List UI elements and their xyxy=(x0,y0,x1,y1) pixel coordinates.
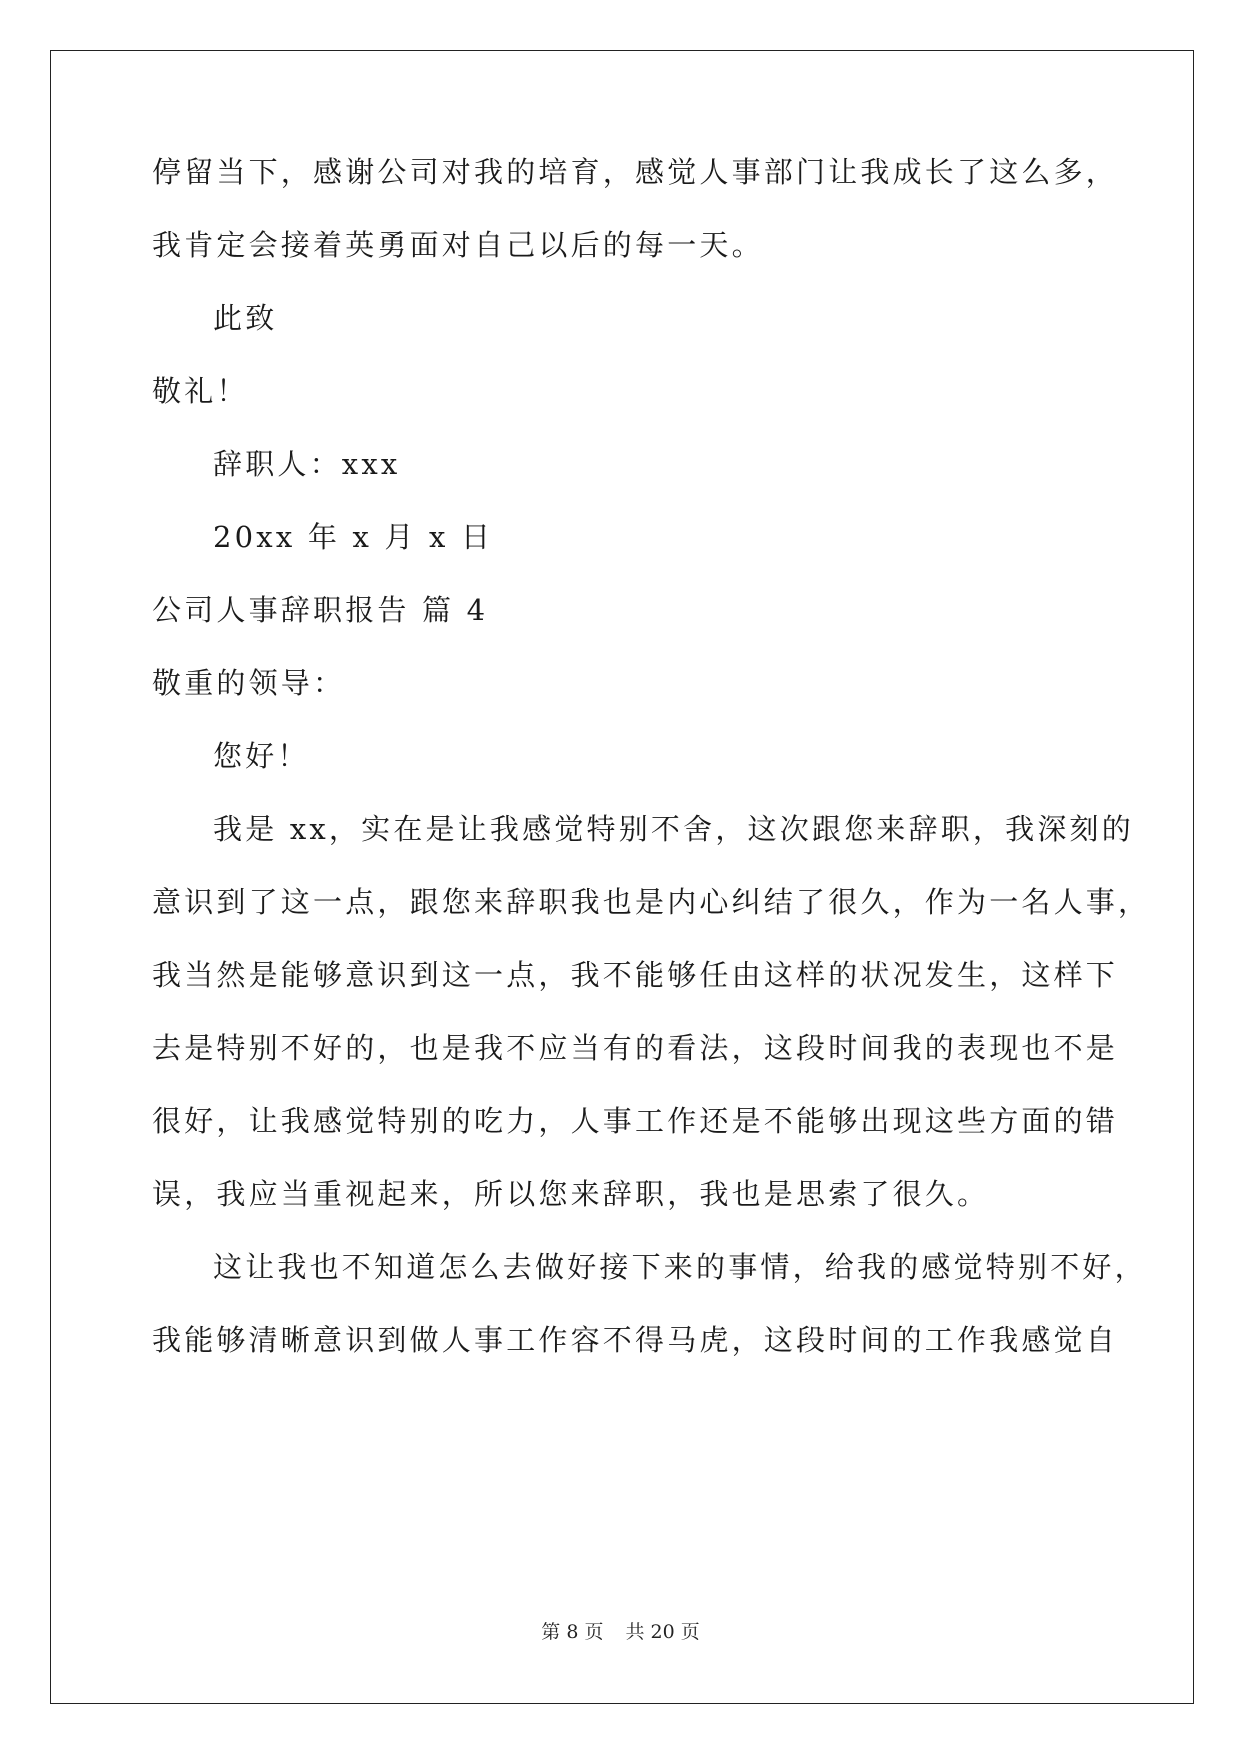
section-heading: 公司人事辞职报告 篇 4 xyxy=(152,593,489,627)
closing-respect: 敬礼！ xyxy=(152,374,249,408)
paragraph-line: 我当然是能够意识到这一点，我不能够任由这样的状况发生，这样下 xyxy=(152,958,1119,992)
signature-date: 20xx 年 x 月 x 日 xyxy=(213,520,494,554)
paragraph-line: 去是特别不好的，也是我不应当有的看法，这段时间我的表现也不是 xyxy=(152,1031,1119,1065)
closing-salutation: 此致 xyxy=(213,301,278,335)
page-footer xyxy=(0,1620,1241,1644)
letter-hello: 您好！ xyxy=(213,739,310,773)
signature-name: 辞职人：xxx xyxy=(213,447,401,481)
paragraph-line: 很好，让我感觉特别的吃力，人事工作还是不能够出现这些方面的错 xyxy=(152,1104,1119,1138)
paragraph-line: 我是 xx，实在是让我感觉特别不舍，这次跟您来辞职，我深刻的 xyxy=(213,812,1134,846)
paragraph-line: 意识到了这一点，跟您来辞职我也是内心纠结了很久，作为一名人事， xyxy=(152,885,1151,919)
paragraph-line: 我能够清晰意识到做人事工作容不得马虎，这段时间的工作我感觉自 xyxy=(152,1323,1119,1357)
page-total: 共 20 页 xyxy=(625,1621,700,1643)
page-number: 第 8 页 xyxy=(541,1621,604,1643)
paragraph-line: 这让我也不知道怎么去做好接下来的事情，给我的感觉特别不好， xyxy=(213,1250,1147,1284)
paragraph-line: 我肯定会接着英勇面对自己以后的每一天。 xyxy=(152,228,764,262)
paragraph-line: 误，我应当重视起来，所以您来辞职，我也是思索了很久。 xyxy=(152,1177,990,1211)
paragraph-line: 停留当下，感谢公司对我的培育，感觉人事部门让我成长了这么多， xyxy=(152,155,1119,189)
letter-greeting: 敬重的领导： xyxy=(152,666,346,700)
